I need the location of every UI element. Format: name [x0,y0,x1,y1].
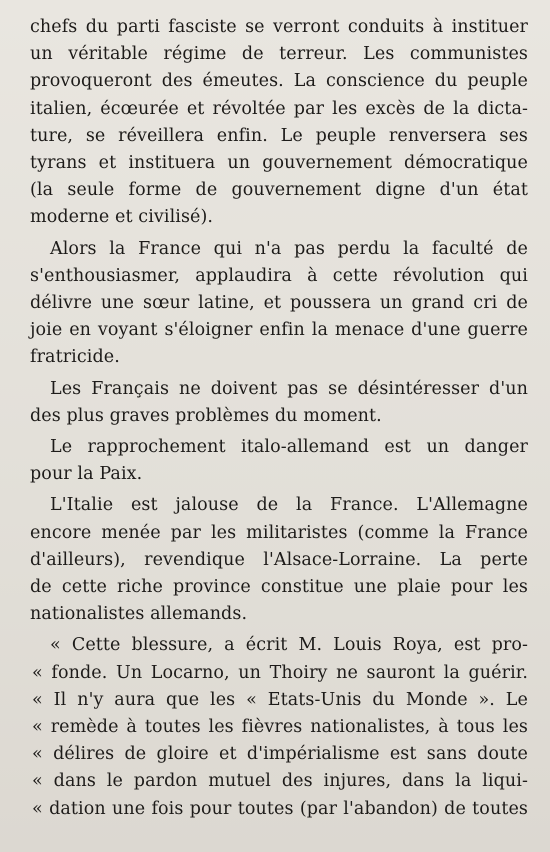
paragraph-5 [30,492,528,628]
text-line: Le rapprochement italo-allemand est un danger [50,437,528,458]
text-line: italien, écœurée et révoltée par les excès de la dicta- [30,98,528,119]
text-line: moderne et civilisé). [30,207,214,228]
text-line: un véritable régime de terreur. Les communistes [30,44,528,65]
quotation [30,632,528,822]
quote-line: « remède à toutes les fièvres nationalistes, à tous les [32,717,528,738]
text-line: pour la Paix. [30,464,143,485]
text-line: L'Italie est jalouse de la France. L'Allemagne [50,495,528,516]
paragraph-2 [30,236,528,372]
text-line: délivre une sœur latine, et poussera un grand cri de [30,293,528,314]
text-line: chefs du parti fasciste se verront conduits à instituer [30,17,528,37]
quote-line: « Il n'y aura que les « Etats-Unis du Monde ». Le [32,689,528,710]
quote-line: « Cette blessure, a écrit M. Louis Roya, est pro- [50,635,528,656]
quote-line: « fonde. Un Locarno, un Thoiry ne sauront la guérir. [32,662,528,683]
text-line: joie en voyant s'éloigner enfin la menace d'une guerre [30,320,528,341]
quote-line: « dation une fois pour toutes (par l'abandon) de toutes [32,798,528,819]
text-line: fratricide. [30,347,120,368]
text-line: Les Français ne doivent pas se désintéresser d'un [50,378,528,399]
text-line: ture, se réveillera enfin. Le peuple renversera ses [30,125,528,146]
text-line: de cette riche province constitue une plaie pour les [30,577,528,598]
quote-line: « dans le pardon mutuel des injures, dans la liqui- [32,771,528,792]
paragraph-4 [30,434,528,488]
text-line: s'enthousiasmer, applaudira à cette révolution qui [30,265,528,286]
quote-line: « délires de gloire et d'impérialisme est sans doute [32,744,528,765]
text-line: tyrans et instituera un gouvernement démocratique [30,153,528,174]
text-line: encore menée par les militaristes (comme la France [30,522,528,543]
paragraph-1 [30,14,528,232]
text-line: nationalistes allemands. [30,604,248,625]
text-line: provoqueront des émeutes. La conscience du peuple [30,71,528,92]
text-line: d'ailleurs), revendique l'Alsace-Lorraine. La perte [30,549,528,570]
text-line: des plus graves problèmes du moment. [30,405,382,426]
text-line: Alors la France qui n'a pas perdu la faculté de [50,238,528,259]
paragraph-3 [30,376,528,430]
text-line: (la seule forme de gouvernement digne d'un état [30,180,528,201]
